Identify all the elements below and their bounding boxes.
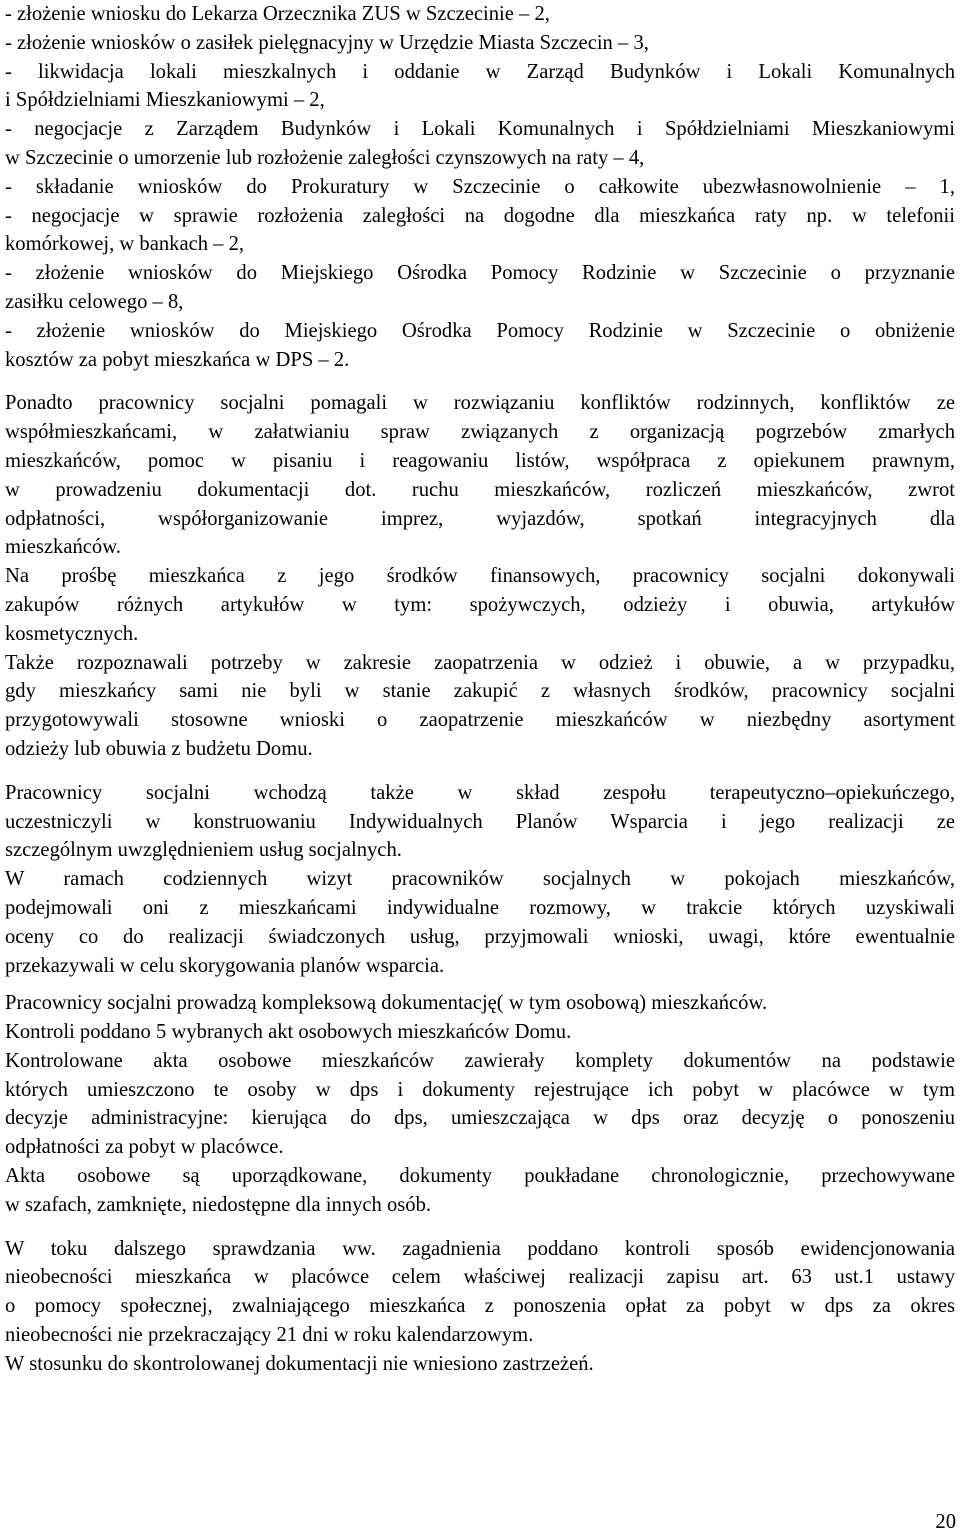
paragraph-line: gdy mieszkańcy sami nie byli w stanie zakupić z własnych środków, pracownicy socjalni <box>5 680 955 703</box>
paragraph-line: mieszkańców. <box>5 536 121 559</box>
paragraph-line: kosmetycznych. <box>5 622 139 645</box>
document-page <box>5 0 955 1379</box>
list-item-continuation: zasiłku celowego – 8, <box>5 290 184 313</box>
paragraph-line: Pracownicy socjalni wchodzą także w skład zespołu terapeutyczno–opiekuńczego, <box>5 781 955 804</box>
paragraph <box>5 989 955 1047</box>
paragraph-line: W stosunku do skontrolowanej dokumentacji nie wniesiono zastrzeżeń. <box>5 1352 594 1375</box>
paragraph-line: uczestniczyli w konstruowaniu Indywidualnych Planów Wsparcia i jego realizacji ze <box>5 810 955 833</box>
list-block <box>5 0 955 374</box>
paragraph-line: przygotowywali stosowne wnioski o zaopatrzenie mieszkańców w niezbędny asortyment <box>5 709 955 732</box>
paragraph-line: odzieży lub obuwia z budżetu Domu. <box>5 737 313 760</box>
list-item-continuation: kosztów za pobyt mieszkańca w DPS – 2. <box>5 348 350 371</box>
paragraph-line: o pomocy społecznej, zwalniającego mieszkańca z ponoszenia opłat za pobyt w dps za okres <box>5 1295 955 1318</box>
list-item: - składanie wniosków do Prokuratury w Szczecinie o całkowite ubezwłasnowolnienie – 1, <box>5 175 955 198</box>
paragraph-line: zakupów różnych artykułów w tym: spożywczych, odzieży i obuwia, artykułów <box>5 593 955 616</box>
list-item: - złożenie wniosków do Miejskiego Ośrodka Pomocy Rodzinie w Szczecinie o obniżenie <box>5 319 955 342</box>
paragraph-line: Na prośbę mieszkańca z jego środków finansowych, pracownicy socjalni dokonywali <box>5 565 955 588</box>
paragraph-line: Ponadto pracownicy socjalni pomagali w rozwiązaniu konfliktów rodzinnych, konfliktów ze <box>5 392 955 415</box>
paragraph-line: Kontroli poddano 5 wybranych akt osobowych mieszkańców Domu. <box>5 1021 572 1044</box>
paragraph <box>5 865 955 980</box>
paragraph-line: nieobecności mieszkańca w placówce celem właściwej realizacji zapisu art. 63 ust.1 ustawy <box>5 1266 955 1289</box>
paragraph <box>5 1235 955 1350</box>
list-item: - złożenie wniosków o zasiłek pielęgnacyjny w Urzędzie Miasta Szczecin – 3, <box>5 31 649 54</box>
paragraph-line: podejmowali oni z mieszkańcami indywidualne rozmowy, w trakcie których uzyskiwali <box>5 896 955 919</box>
paragraph-line: współmieszkańcami, w załatwianiu spraw związanych z organizacją pogrzebów zmarłych <box>5 421 955 444</box>
paragraph <box>5 389 955 562</box>
paragraph-line: odpłatności, współorganizowanie imprez, wyjazdów, spotkań integracyjnych dla <box>5 507 955 530</box>
paragraph-line: przekazywali w celu skorygowania planów wsparcia. <box>5 954 445 977</box>
list-item-continuation: komórkowej, w bankach – 2, <box>5 233 245 256</box>
paragraph-line: Także rozpoznawali potrzeby w zakresie zaopatrzenia w odzież i obuwie, a w przypadku, <box>5 651 955 674</box>
paragraph <box>5 779 955 865</box>
list-item: - złożenie wniosków do Miejskiego Ośrodka Pomocy Rodzinie w Szczecinie o przyznanie <box>5 262 955 285</box>
list-item: - negocjacje w sprawie rozłożenia zaległości na dogodne dla mieszkańca raty np. w telefonii <box>5 204 955 227</box>
list-item: - złożenie wniosku do Lekarza Orzecznika ZUS w Szczecinie – 2, <box>5 3 550 25</box>
paragraph-line: decyzje administracyjne: kierująca do dps, umieszczająca w dps oraz decyzję o ponoszeniu <box>5 1107 955 1130</box>
paragraph-line: oceny co do realizacji świadczonych usług, przyjmowali wnioski, uwagi, które ewentualnie <box>5 925 955 948</box>
list-item-continuation: w Szczecinie o umorzenie lub rozłożenie zaległości czynszowych na raty – 4, <box>5 146 645 169</box>
paragraph <box>5 1350 955 1379</box>
paragraph-line: mieszkańców, pomoc w pisaniu i reagowaniu listów, współpraca z opiekunem prawnym, <box>5 449 955 472</box>
page-number: 20 <box>935 1511 956 1533</box>
paragraph-line: Kontrolowane akta osobowe mieszkańców zawierały komplety dokumentów na podstawie <box>5 1049 955 1072</box>
paragraph-line: w prowadzeniu dokumentacji dot. ruchu mieszkańców, rozliczeń mieszkańców, zwrot <box>5 478 955 501</box>
paragraph <box>5 562 955 648</box>
paragraph-line: W ramach codziennych wizyt pracowników socjalnych w pokojach mieszkańców, <box>5 868 955 891</box>
paragraph-line: szczególnym uwzględnieniem usług socjalnych. <box>5 839 402 862</box>
paragraph-line: których umieszczono te osoby w dps i dokumenty rejestrujące ich pobyt w placówce w tym <box>5 1078 955 1101</box>
paragraph-line: Akta osobowe są uporządkowane, dokumenty poukładane chronologicznie, przechowywane <box>5 1165 955 1188</box>
list-item-continuation: i Spółdzielniami Mieszkaniowymi – 2, <box>5 89 325 112</box>
paragraph-line: w szafach, zamknięte, niedostępne dla innych osób. <box>5 1193 432 1216</box>
paragraph <box>5 649 955 764</box>
paragraph <box>5 1047 955 1162</box>
list-item: - likwidacja lokali mieszkalnych i oddanie w Zarząd Budynków i Lokali Komunalnych <box>5 60 955 83</box>
list-item: - negocjacje z Zarządem Budynków i Lokali Komunalnych i Spółdzielniami Mieszkaniowymi <box>5 118 955 141</box>
paragraph-line: W toku dalszego sprawdzania ww. zagadnienia poddano kontroli sposób ewidencjonowania <box>5 1237 955 1260</box>
paragraph-line: nieobecności nie przekraczający 21 dni w roku kalendarzowym. <box>5 1324 534 1347</box>
paragraph-line: Pracownicy socjalni prowadzą kompleksową dokumentację( w tym osobową) mieszkańców. <box>5 992 768 1015</box>
paragraph <box>5 1162 955 1220</box>
paragraph-line: odpłatności za pobyt w placówce. <box>5 1136 284 1159</box>
